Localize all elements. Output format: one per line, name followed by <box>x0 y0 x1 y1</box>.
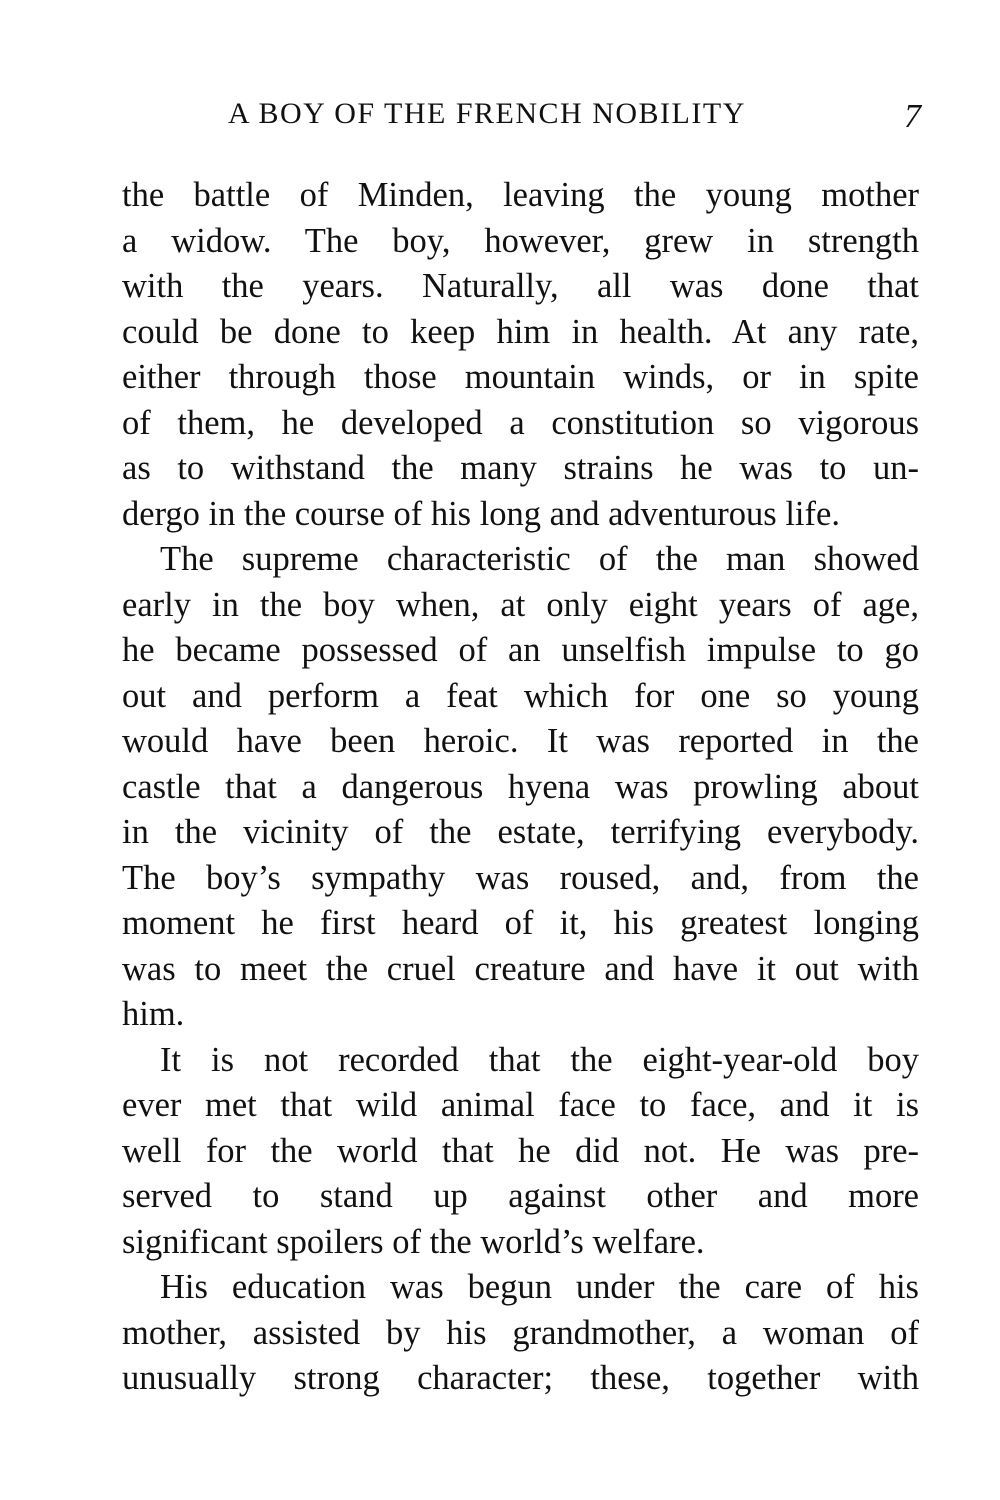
text-line: His education was begun under the care of his <box>160 1268 919 1306</box>
text-line: a widow. The boy, however, grew in strength <box>122 221 919 260</box>
text-line: either through those mountain winds, or in spite <box>122 358 919 396</box>
text-line: mother, assisted by his grandmother, a woman of <box>122 1313 919 1352</box>
paragraph-3 <box>122 1038 919 1266</box>
text-line: the battle of Minden, leaving the young mother <box>122 176 919 214</box>
text-line: served to stand up against other and more <box>122 1177 919 1215</box>
text-line: out and perform a feat which for one so young <box>122 676 919 715</box>
text-line: well for the world that he did not. He was pre- <box>122 1131 919 1170</box>
text-line: him. <box>122 995 185 1033</box>
text-line: early in the boy when, at only eight years of age, <box>122 585 919 624</box>
text-line: would have been heroic. It was reported in the <box>122 722 919 760</box>
body-text <box>122 173 919 1402</box>
paragraph-2 <box>122 537 919 1038</box>
text-line: significant spoilers of the world’s welfare. <box>122 1222 705 1261</box>
text-line: was to meet the cruel creature and have it out with <box>122 949 919 988</box>
text-line: dergo in the course of his long and adventurous life. <box>122 494 840 533</box>
text-line: The boy’s sympathy was roused, and, from the <box>122 858 919 897</box>
text-line: ever met that wild animal face to face, and it is <box>122 1086 919 1124</box>
text-line: as to withstand the many strains he was to un- <box>122 449 919 487</box>
text-line: with the years. Naturally, all was done that <box>122 267 919 305</box>
text-line: of them, he developed a constitution so vigorous <box>122 403 919 442</box>
text-line: unusually strong character; these, together with <box>122 1359 919 1397</box>
text-line: in the vicinity of the estate, terrifying everybody. <box>122 813 919 851</box>
paragraph-1 <box>122 173 919 537</box>
text-line: The supreme characteristic of the man showed <box>160 540 919 578</box>
running-head: A BOY OF THE FRENCH NOBILITY <box>228 97 746 130</box>
text-line: It is not recorded that the eight-year-old boy <box>160 1040 919 1079</box>
text-line: moment he first heard of it, his greatest longing <box>122 904 919 942</box>
paragraph-4 <box>122 1265 919 1402</box>
page-number: 7 <box>904 98 921 135</box>
text-line: he became possessed of an unselfish impulse to go <box>122 631 919 669</box>
text-line: could be done to keep him in health. At any rate, <box>122 312 919 351</box>
text-line: castle that a dangerous hyena was prowling about <box>122 767 919 806</box>
